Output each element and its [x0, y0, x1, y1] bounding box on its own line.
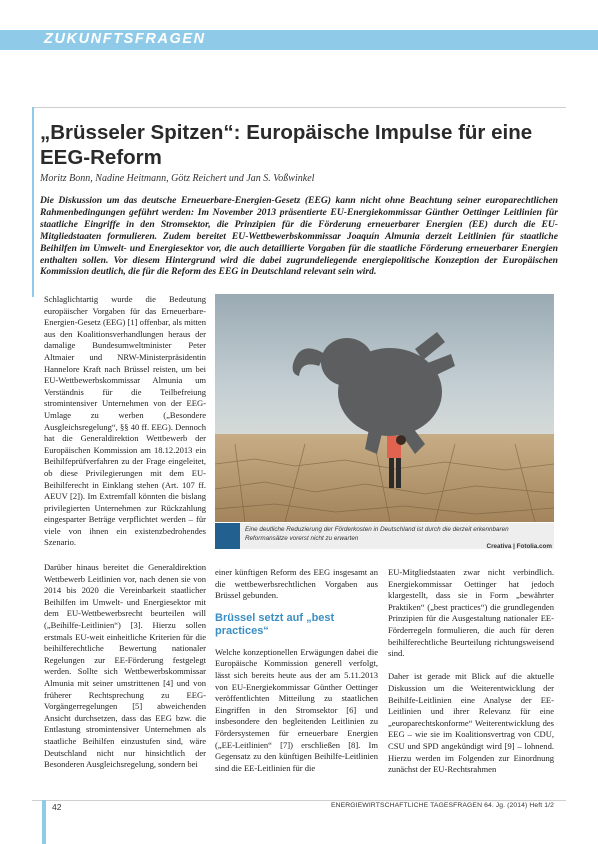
article-abstract: Die Diskussion um das deutsche Erneuerbare-Energien-Gesetz (EEG) kann nicht ohne Beachtung seiner europarechtlichen Rahmenbedingungen geführt werden: Im November 2013 präsentierte EU-Energiekommissar Günther Oettinger Leitlinien für staatliche Eingriffe in den Stromsektor, die Prinzipien für die Förderung erneuerbarer Energien (EE) durch die EU-Mitgliedstaaten formulieren. Zudem bereitet EU-Wettbewerbskommissar Joaquín Almunia derzeit Leitlinien für staatliche Beihilfen im Umwelt- und Energiesektor vor, die auch detaillierte Vorgaben für die staatliche Förderung erneuerbarer Energien enthalten sollen. Vor diesem Hintergrund wird die dabei zugrundeliegende energiepolitische Konzeption der Europäischen Kommission deutlich, die für die Reform des EEG in Deutschland relevant sein wird.: [40, 195, 558, 278]
section-title: ZUKUNFTSFRAGEN: [44, 31, 206, 47]
caption-accent: [215, 523, 240, 549]
paragraph: Daher ist gerade mit Blick auf die aktuelle Diskussion um die Weiterentwicklung der Beihilfe-Leitlinien eine Analyse der EE-Leitlinien und ihrer Relevanz für eine „europarechtskonforme“ Weiterentwicklung des EEG – wie sie im Koalitionsvertrag von CDU, CSU und SPD angekündigt wird [9] – lohnend. Hierzu werden im Folgenden zur Einordnung zunächst der EU-Rechtsrahmen: [388, 671, 554, 775]
journal-name: ENERGIEWIRTSCHAFTLICHE TAGESFRAGEN 64. Jg. (2014) Heft 1/2: [331, 802, 554, 809]
footer-accent: [42, 800, 46, 844]
footer-divider: [32, 800, 566, 801]
subheading: Brüssel setzt auf „best practices“: [215, 611, 335, 637]
article-authors: Moritz Bonn, Nadine Heitmann, Götz Reichert und Jan S. Voßwinkel: [40, 173, 315, 184]
paragraph: Darüber hinaus bereitet die Generaldirektion Wettbewerb Leitlinien vor, nach denen sie von 2014 bis 2020 die Vereinbarkeit staatlicher Beihilfen im Umwelt- und Energiesektor mit dem EU-Wettbewerbsrecht beurteilen will („Beihilfe-Leitlinien“) [3]. Hierzu sollen erstmals EU-weit einheitliche Kriterien für die beihilferechtliche Bewertung nationaler Regelungen zur EE-Förderung festgelegt werden. Sollte sich Wettbewerbskommissar Almunia mit seiner umstrittenen [4] und von früherer Rechtsprechung zu EEG-Vorgängerregelungen [5] abweichenden Ansicht durchsetzen, dass das EEG bzw. die Entlastung stromintensiver Unternehmen als staatliche Beihilfen einzustufen sind, wäre Deutschland nicht nur hinsichtlich der Besonderen Ausgleichsregelung, sondern bei: [44, 562, 206, 770]
accent-bar: [32, 107, 34, 297]
paragraph: EU-Mitgliedstaaten zwar nicht verbindlich. Energiekommissar Oettinger hat jedoch klargestellt, dass sie in Form „bewährter Praktiken“ („best practices“) die grundlegenden Prinzipien für die Ausgestaltung nationaler EE-Förderregeln formulieren, die auch für deren beihilferechtliche Beurteilung richtungsweisend sind.: [388, 567, 554, 659]
article-photo: [215, 294, 554, 522]
paragraph: Welche konzeptionellen Erwägungen dabei die Europäische Kommission generell verfolgt, lässt sich bereits heute aus der am 5.11.2013 von EU-Energiekommissar Günther Oettinger veröffentlichten Mitteilung zu staatlichen Eingriffen in den Stromsektor [6] und insbesondere den begleitenden Leitlinien zu Fördersystemen für erneuerbare Energien („EE-Leitlinien“ [7]) erschließen [8]. Im Gegensatz zu den künftigen Beihilfe-Leitlinien sind die EE-Leitlinien für die: [215, 646, 378, 773]
page-number: 42: [52, 802, 62, 812]
figure-credit: Creativa | Fotolia.com: [486, 543, 552, 550]
paragraph: einer künftigen Reform des EEG insgesamt an die wettbewerbsrechtlichen Vorgaben aus Brüssel gebunden.: [215, 567, 378, 601]
elephant-illustration: [215, 294, 554, 522]
column-1-top: [44, 294, 206, 549]
column-3: [388, 567, 554, 776]
paragraph: Schlaglichtartig wurde die Bedeutung europäischer Vorgaben für das Erneuerbare-Energien-Gesetz (EEG) [1] offenbar, als mitten aus den Koalitionsverhandlungen heraus der damalige Bundesumweltminister Peter Altmaier und NRW-Ministerpräsidentin Hannelore Kraft nach Brüssel reisten, um bei EU-Wettbewerbskommissar Almunia um Verständnis für die Teilbefreiung stromintensiver Unternehmen von der EEG-Umlage zu werben („Besondere Ausgleichsregelung“, §§ 40 ff. EEG). Dennoch hat die Generaldirektion Wettbewerb der Europäischen Kommission am 18.12.2013 ein Beihilfeprüfverfahren zu der Frage eingeleitet, ob diese Privilegierungen mit dem EU-Beihilferecht in Einklang stehen (Art. 107 ff. AEUV [2]). Im Extremfall könnten die bislang privilegierten Unternehmen zur Rückzahlung eingesparter Beträge verpflichtet werden – für viele von ihnen ein existenzbedrohendes Szenario.: [44, 294, 206, 548]
column-2: [215, 567, 378, 774]
divider: [32, 107, 566, 108]
column-1-bottom: [44, 562, 206, 771]
article-title: „Brüsseler Spitzen“: Europäische Impulse für eine EEG-Reform: [40, 121, 533, 169]
figure-caption: Eine deutliche Reduzierung der Förderkosten in Deutschland ist durch die derzeit erkennbaren Reformansätze vorerst nicht zu erwarten: [245, 526, 509, 542]
